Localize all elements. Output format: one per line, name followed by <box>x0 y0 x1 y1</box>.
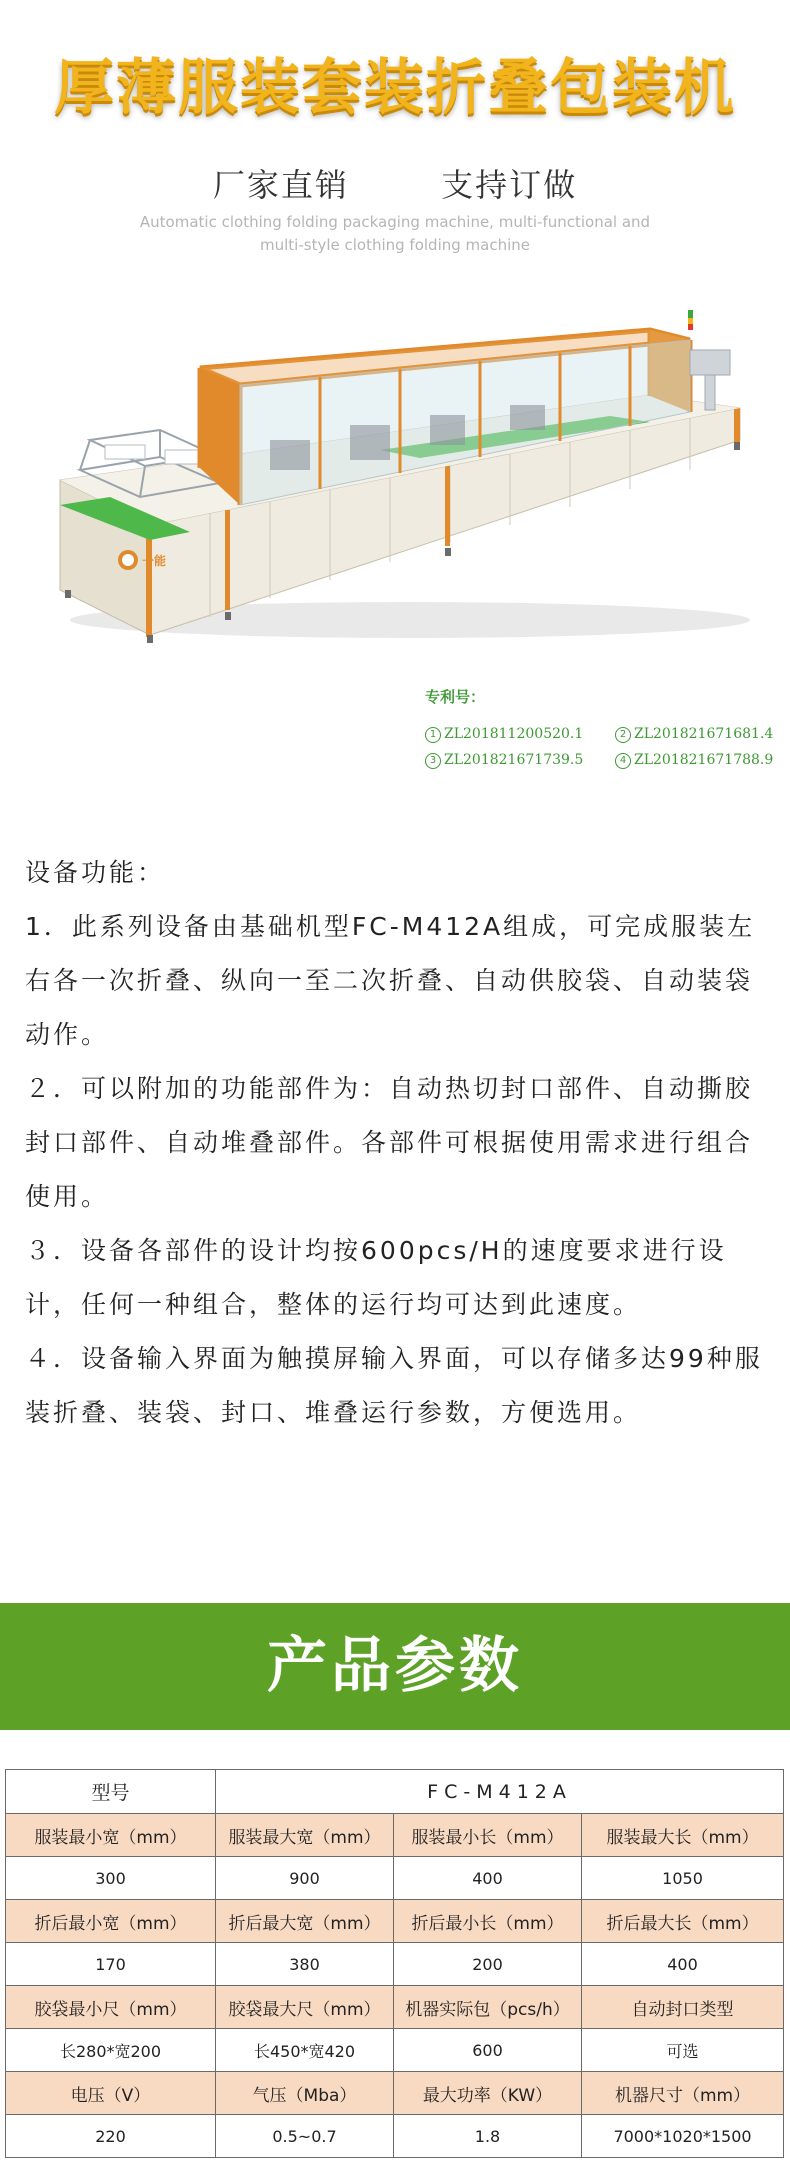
patent-item <box>615 752 773 769</box>
table-header-cell: 折后最小宽（mm） <box>6 1900 216 1943</box>
table-header-cell: 机器实际包（pcs/h） <box>394 1986 582 2029</box>
function-item-2: ２．可以附加的功能部件为：自动热切封口部件、自动撕胶封口部件、自动堆叠部件。各部件可根据使用需求进行组合使用。 <box>25 1074 754 1211</box>
table-row-values <box>6 2029 784 2072</box>
patent-code: ZL201811200520.1 <box>444 726 584 742</box>
table-value-cell: 1050 <box>582 1857 784 1900</box>
table-value-cell: 400 <box>394 1857 582 1900</box>
table-value-cell: 170 <box>6 1943 216 1986</box>
patent-number-badge: 1 <box>425 727 441 743</box>
table-row-header <box>6 1900 784 1943</box>
table-value-cell: 7000*1020*1500 <box>582 2115 784 2158</box>
patent-number-badge: 4 <box>615 753 631 769</box>
table-header-cell: 折后最大长（mm） <box>582 1900 784 1943</box>
table-header-cell: 电压（V） <box>6 2072 216 2115</box>
table-header-cell: 服装最小长（mm） <box>394 1814 582 1857</box>
table-value-cell: 可选 <box>582 2029 784 2072</box>
table-header-cell: 折后最大宽（mm） <box>216 1900 394 1943</box>
table-header-cell: 服装最大宽（mm） <box>216 1814 394 1857</box>
model-label: 型号 <box>6 1770 216 1814</box>
page-title: 厚薄服装套装折叠包装机 <box>54 53 736 123</box>
table-header-cell: 折后最小长（mm） <box>394 1900 582 1943</box>
spec-table <box>5 1769 784 2158</box>
table-row-header <box>6 1814 784 1857</box>
table-header-cell: 机器尺寸（mm） <box>582 2072 784 2115</box>
patent-code: ZL201821671681.4 <box>634 726 774 742</box>
table-row-values <box>6 2115 784 2158</box>
table-value-cell: 900 <box>216 1857 394 1900</box>
table-row-header <box>6 2072 784 2115</box>
english-subtitle: Automatic clothing folding packaging machine, multi-functional and multi-style clothing folding machine <box>139 213 651 254</box>
table-value-cell: 200 <box>394 1943 582 1986</box>
patent-code: ZL201821671739.5 <box>444 752 584 768</box>
patent-item <box>615 726 773 743</box>
function-item-1: 1．此系列设备由基础机型FC-M412A组成，可完成服装左右各一次折叠、纵向一至二次折叠、自动供胶袋、自动装袋动作。 <box>25 912 756 1049</box>
table-header-cell: 最大功率（KW） <box>394 2072 582 2115</box>
table-value-cell: 1.8 <box>394 2115 582 2158</box>
table-value-cell: 380 <box>216 1943 394 1986</box>
table-value-cell: 400 <box>582 1943 784 1986</box>
table-header-cell: 服装最小宽（mm） <box>6 1814 216 1857</box>
svg-text:一能: 一能 <box>142 554 167 568</box>
slogan-factory-direct: 厂家直销 <box>212 166 349 204</box>
function-description <box>25 846 775 1440</box>
table-value-cell: 600 <box>394 2029 582 2072</box>
patent-number-badge: 3 <box>425 753 441 769</box>
table-row-values <box>6 1943 784 1986</box>
function-item-3: ３．设备各部件的设计均按600pcs/H的速度要求进行设计，任何一种组合，整体的运行均可达到此速度。 <box>25 1236 727 1319</box>
table-row-values <box>6 1857 784 1900</box>
function-title: 设备功能： <box>25 858 166 887</box>
table-value-cell: 300 <box>6 1857 216 1900</box>
machine-illustration <box>50 290 750 650</box>
function-item-4: ４．设备输入界面为触摸屏输入界面，可以存储多达99种服装折叠、装袋、封口、堆叠运行参数，方便选用。 <box>25 1344 763 1427</box>
patent-number-badge: 2 <box>615 727 631 743</box>
table-header-cell: 气压（Mba） <box>216 2072 394 2115</box>
table-header-cell: 胶袋最小尺（mm） <box>6 1986 216 2029</box>
table-value-cell: 0.5~0.7 <box>216 2115 394 2158</box>
table-header-cell: 自动封口类型 <box>582 1986 784 2029</box>
table-header-cell: 胶袋最大尺（mm） <box>216 1986 394 2029</box>
table-value-cell: 220 <box>6 2115 216 2158</box>
section-banner-product-params: 产品参数 <box>0 1603 790 1730</box>
patent-label: 专利号： <box>425 688 486 706</box>
patent-item <box>425 726 583 743</box>
model-value: FC-M412A <box>216 1770 784 1814</box>
slogan-row <box>0 160 790 206</box>
table-value-cell: 长280*宽200 <box>6 2029 216 2072</box>
table-value-cell: 长450*宽420 <box>216 2029 394 2072</box>
slogan-custom-order: 支持订做 <box>441 166 578 204</box>
table-row-header <box>6 1986 784 2029</box>
table-row-model <box>6 1770 784 1814</box>
patent-item <box>425 752 583 769</box>
table-header-cell: 服装最大长（mm） <box>582 1814 784 1857</box>
patent-code: ZL201821671788.9 <box>634 752 774 768</box>
